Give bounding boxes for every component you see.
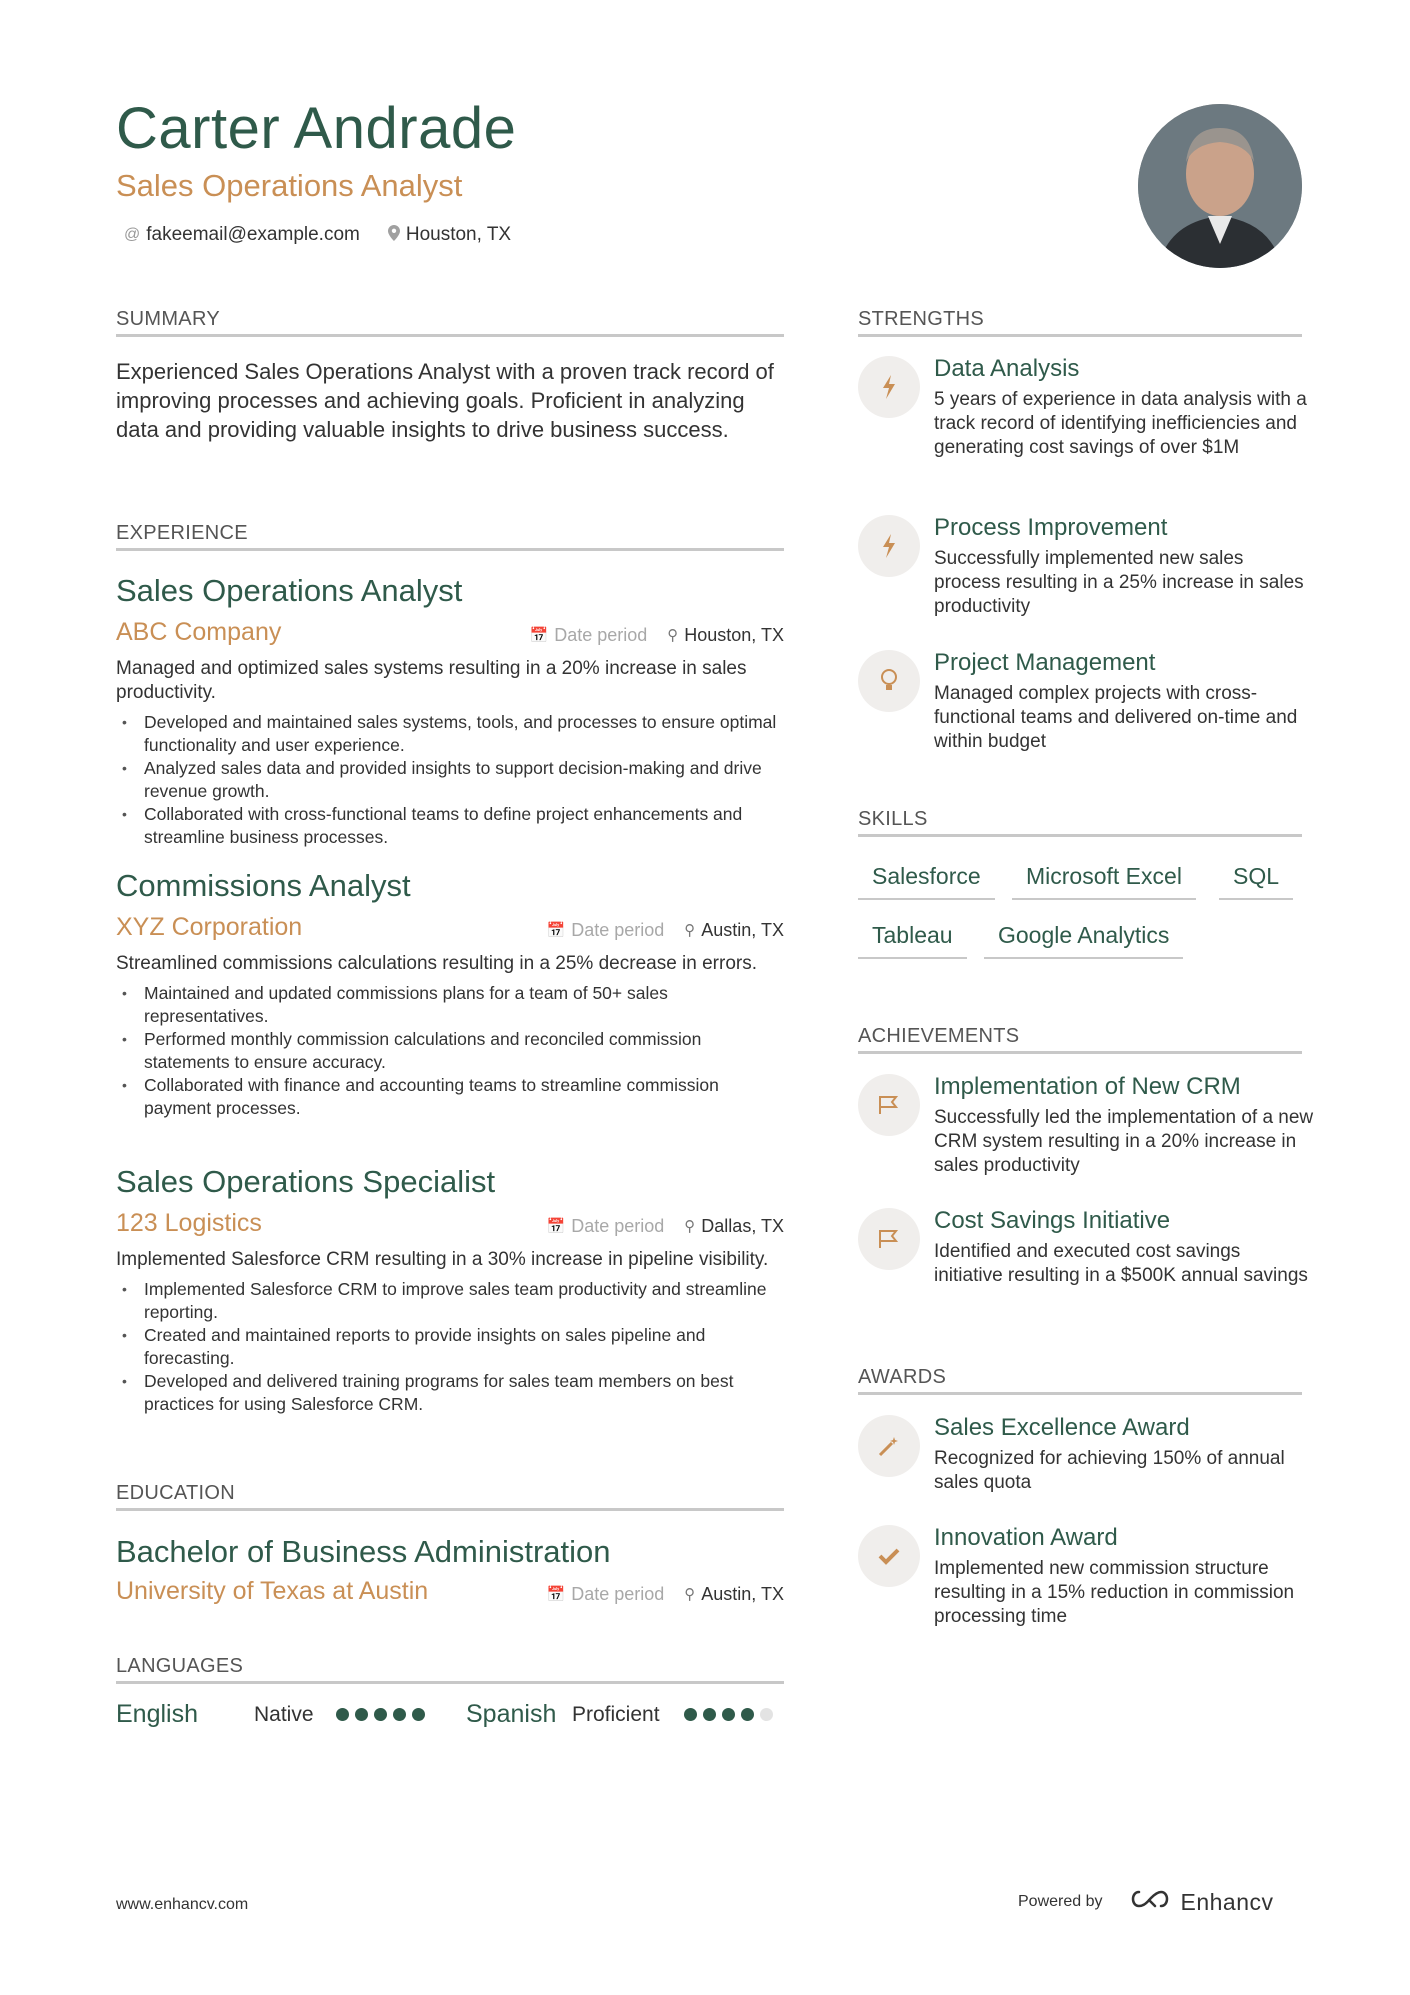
- languages-row: [116, 1700, 784, 1729]
- at-icon: @: [124, 226, 141, 243]
- strengths-heading: STRENGTHS: [858, 308, 985, 330]
- job-location: Houston, TX: [684, 624, 784, 645]
- bullet-item: • Implemented Salesforce CRM to improve sales team productivity and streamline reporting.: [144, 1278, 784, 1324]
- candidate-title: Sales Operations Analyst: [116, 168, 463, 203]
- email-item[interactable]: [124, 224, 360, 246]
- language-name: English: [116, 1700, 198, 1728]
- education-entry: [116, 1536, 784, 1606]
- bullet-item: • Created and maintained reports to provide insights on sales pipeline and forecasting.: [144, 1324, 784, 1370]
- language-rating: [684, 1708, 773, 1721]
- map-pin-icon: ⚲: [667, 627, 679, 644]
- rating-dot: [393, 1708, 406, 1721]
- company-name: 123 Logistics: [116, 1209, 262, 1237]
- calendar-icon: 📅: [529, 627, 549, 644]
- summary-heading: SUMMARY: [116, 308, 220, 330]
- calendar-icon: 📅: [546, 922, 566, 939]
- degree-title: Bachelor of Business Administration: [116, 1534, 611, 1569]
- bullet-item: • Collaborated with finance and accounting teams to streamline commission payment processes.: [144, 1074, 784, 1120]
- calendar-icon: 📅: [546, 1218, 566, 1235]
- job-date: Date period: [554, 624, 648, 645]
- achievement-title: Implementation of New CRM: [934, 1073, 1241, 1100]
- job-title: Sales Operations Specialist: [116, 1164, 496, 1199]
- job-date: Date period: [571, 919, 665, 940]
- rating-dot: [760, 1708, 773, 1721]
- footer-website[interactable]: www.enhancv.com: [116, 1896, 249, 1913]
- flag-icon: [858, 1208, 920, 1270]
- achievements-divider: [858, 1051, 1302, 1054]
- rating-dot: [722, 1708, 735, 1721]
- summary-text: Experienced Sales Operations Analyst with a proven track record of improving processes and achieving goals. Proficient in analyzing data and providing valuable insights to drive business success.: [116, 359, 774, 442]
- summary-divider: [116, 334, 784, 337]
- map-pin-icon: ⚲: [684, 1586, 696, 1603]
- award-title: Sales Excellence Award: [934, 1414, 1190, 1441]
- map-pin-icon: [388, 225, 400, 246]
- skills-divider: [858, 834, 1302, 837]
- education-heading: EDUCATION: [116, 1482, 235, 1504]
- awards-heading: AWARDS: [858, 1366, 947, 1388]
- brand-logo[interactable]: [1127, 1888, 1274, 1916]
- experience-entry: [116, 870, 784, 1120]
- job-description: Streamlined commissions calculations resulting in a 25% decrease in errors.: [116, 953, 758, 974]
- enhancv-logo-icon: [1127, 1888, 1173, 1916]
- job-bullets: [116, 711, 784, 849]
- company-name: XYZ Corporation: [116, 913, 303, 941]
- skill-tag: Microsoft Excel: [1012, 863, 1196, 900]
- skill-tag: Salesforce: [858, 863, 995, 900]
- bullet-item: • Analyzed sales data and provided insights to support decision-making and drive revenue growth.: [144, 757, 784, 803]
- checkmark-icon: [858, 1525, 920, 1587]
- education-date: Date period: [571, 1583, 665, 1604]
- job-title: Sales Operations Analyst: [116, 573, 463, 608]
- language-level: Native: [254, 1702, 314, 1726]
- strengths-divider: [858, 334, 1302, 337]
- bullet-item: • Performed monthly commission calculations and reconciled commission statements to ensure accuracy.: [144, 1028, 784, 1074]
- bolt-icon: [858, 515, 920, 577]
- rating-dot: [703, 1708, 716, 1721]
- profile-photo: [1138, 104, 1302, 268]
- skill-tag: Google Analytics: [984, 922, 1183, 959]
- rating-dot: [412, 1708, 425, 1721]
- award-description: Implemented new commission structure resulting in a 15% reduction in commission processing time: [934, 1558, 1295, 1628]
- awards-divider: [858, 1392, 1302, 1395]
- contact-row: [124, 224, 511, 246]
- achievement-description: Identified and executed cost savings initiative resulting in a $500K annual savings: [934, 1241, 1308, 1287]
- experience-entry: [116, 1166, 784, 1416]
- language-level: Proficient: [572, 1702, 660, 1726]
- job-description: Managed and optimized sales systems resulting in a 20% increase in sales productivity.: [116, 658, 747, 703]
- skill-tag: Tableau: [858, 922, 967, 959]
- school-name: University of Texas at Austin: [116, 1577, 429, 1605]
- bullet-item: • Collaborated with cross-functional teams to define project enhancements and streamline business processes.: [144, 803, 784, 849]
- bullet-item: • Developed and maintained sales systems, tools, and processes to ensure optimal functionality and user experience.: [144, 711, 784, 757]
- strength-description: Successfully implemented new sales process resulting in a 25% increase in sales productivity: [934, 548, 1304, 618]
- magic-wand-icon: [858, 1415, 920, 1477]
- strength-title: Project Management: [934, 649, 1156, 676]
- achievement-description: Successfully led the implementation of a new CRM system resulting in a 20% increase in sales productivity: [934, 1107, 1314, 1177]
- experience-heading: EXPERIENCE: [116, 522, 248, 544]
- bullet-item: • Developed and delivered training programs for sales team members on best practices for using Salesforce CRM.: [144, 1370, 784, 1416]
- experience-entry: [116, 575, 784, 849]
- map-pin-icon: ⚲: [684, 922, 696, 939]
- bolt-icon: [858, 356, 920, 418]
- award-title: Innovation Award: [934, 1524, 1118, 1551]
- education-divider: [116, 1508, 784, 1511]
- job-description: Implemented Salesforce CRM resulting in a 30% increase in pipeline visibility.: [116, 1249, 769, 1270]
- rating-dot: [684, 1708, 697, 1721]
- skill-tag: SQL: [1219, 863, 1293, 900]
- candidate-name: Carter Andrade: [116, 96, 517, 161]
- calendar-icon: 📅: [546, 1586, 566, 1603]
- job-title: Commissions Analyst: [116, 868, 411, 903]
- experience-divider: [116, 548, 784, 551]
- award-description: Recognized for achieving 150% of annual sales quota: [934, 1448, 1285, 1494]
- strength-title: Data Analysis: [934, 355, 1080, 382]
- flag-icon: [858, 1074, 920, 1136]
- languages-divider: [116, 1681, 784, 1684]
- rating-dot: [374, 1708, 387, 1721]
- rating-dot: [336, 1708, 349, 1721]
- brand-name: Enhancv: [1180, 1888, 1274, 1915]
- skills-heading: SKILLS: [858, 808, 928, 830]
- footer-branding: [1018, 1888, 1274, 1916]
- job-bullets: [116, 1278, 784, 1416]
- location-text: Houston, TX: [405, 224, 512, 245]
- achievements-heading: ACHIEVEMENTS: [858, 1025, 1020, 1047]
- languages-heading: LANGUAGES: [116, 1655, 244, 1677]
- map-pin-icon: ⚲: [684, 1218, 696, 1235]
- rating-dot: [355, 1708, 368, 1721]
- email-text: fakeemail@example.com: [146, 224, 360, 245]
- bullet-item: • Maintained and updated commissions plans for a team of 50+ sales representatives.: [144, 982, 784, 1028]
- job-location: Dallas, TX: [701, 1215, 784, 1236]
- language-name: Spanish: [466, 1700, 557, 1728]
- strength-title: Process Improvement: [934, 514, 1168, 541]
- education-location: Austin, TX: [701, 1583, 784, 1604]
- job-location: Austin, TX: [701, 919, 784, 940]
- strength-description: Managed complex projects with cross-functional teams and delivered on-time and within budget: [934, 683, 1298, 753]
- language-rating: [336, 1708, 466, 1721]
- location-item: [388, 224, 511, 246]
- achievement-title: Cost Savings Initiative: [934, 1207, 1171, 1234]
- company-name: ABC Company: [116, 618, 282, 646]
- rating-dot: [741, 1708, 754, 1721]
- powered-by-text: Powered by: [1018, 1893, 1103, 1910]
- strength-description: 5 years of experience in data analysis with a track record of identifying inefficiencies and generating cost savings of over $1M: [934, 389, 1307, 459]
- job-date: Date period: [571, 1215, 665, 1236]
- lightbulb-icon: [858, 650, 920, 712]
- job-bullets: [116, 982, 784, 1120]
